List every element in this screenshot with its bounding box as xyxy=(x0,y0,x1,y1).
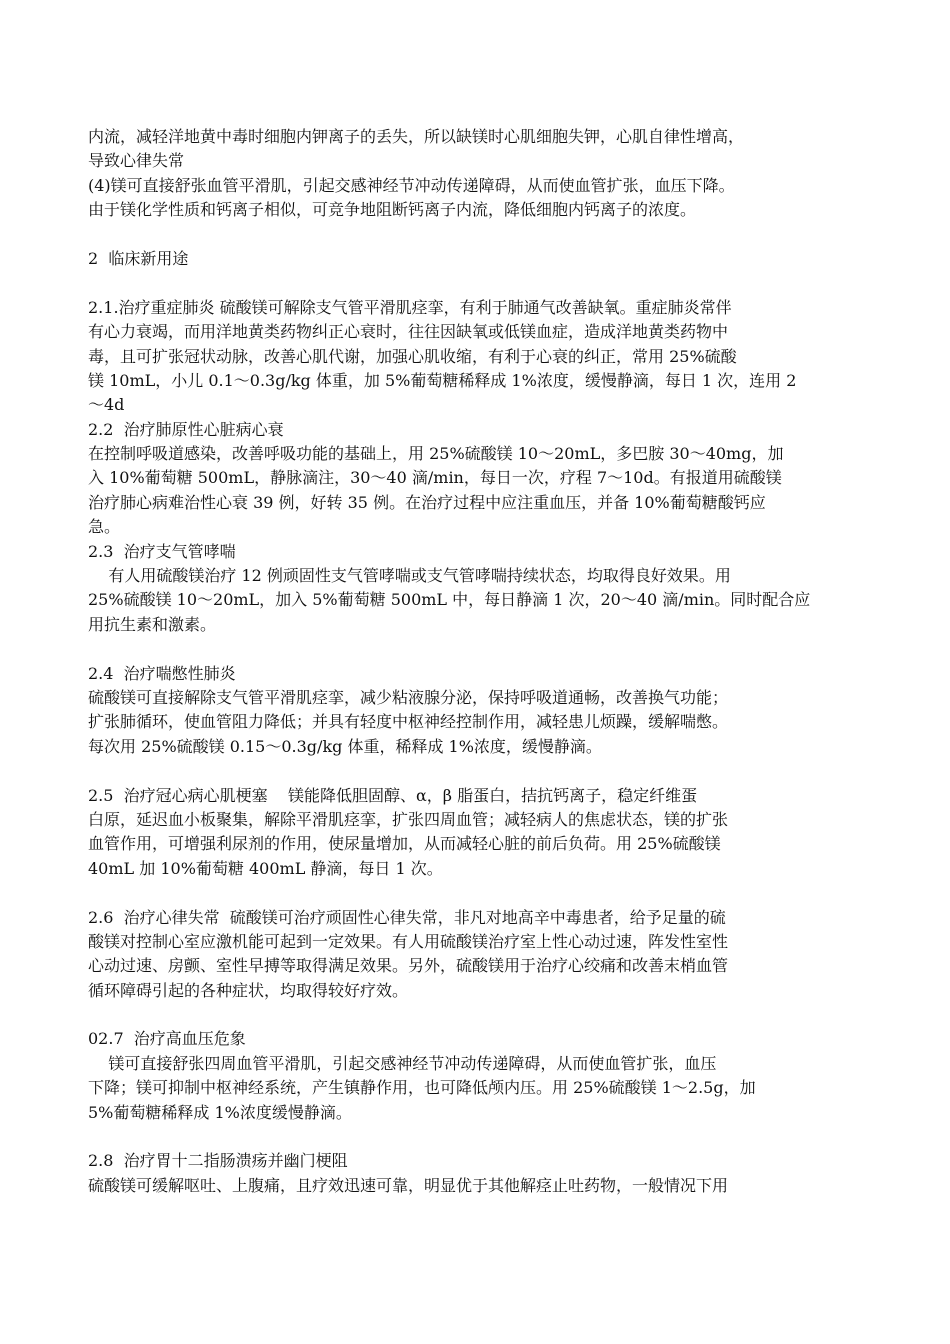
subsection-heading: 2.4 治疗喘憋性肺炎 xyxy=(88,663,236,683)
paragraph-gap xyxy=(88,881,888,905)
text-line: 5%葡萄糖稀释成 1%浓度缓慢静滴。 xyxy=(88,1102,352,1122)
text-line: 用抗生素和激素。 xyxy=(88,614,217,634)
text-line: 急。 xyxy=(88,517,121,537)
text-line: 硫酸镁可缓解呕吐、上腹痛，且疗效迅速可靠，明显优于其他解痉止吐药物，一般情况下用 xyxy=(88,1175,729,1195)
text-line: 导致心律失常 xyxy=(88,151,185,171)
text-line: 由于镁化学性质和钙离子相似，可竞争地阻断钙离子内流，降低细胞内钙离子的浓度。 xyxy=(88,200,697,220)
text-line: 25%硫酸镁 10～20mL，加入 5%葡萄糖 500mL 中，每日静滴 1 次，20～40 滴/min。同时配合应 xyxy=(88,590,811,610)
text-line: 循环障碍引起的各种症状，均取得较好疗效。 xyxy=(88,980,409,1000)
text-line: 下降；镁可抑制中枢神经系统，产生镇静作用，也可降低颅内压。用 25%硫酸镁 1～2.5g，加 xyxy=(88,1078,756,1098)
text-line: 血管作用，可增强利尿剂的作用，使尿量增加，从而减轻心脏的前后负荷。用 25%硫酸镁 xyxy=(88,834,721,854)
subsection-heading: 02.7 治疗高血压危象 xyxy=(88,1029,246,1049)
text-line: 心动过速、房颤、室性早搏等取得满足效果。另外，硫酸镁用于治疗心绞痛和改善末梢血管 xyxy=(88,956,729,976)
text-line: 扩张肺循环，使血管阻力降低；并具有轻度中枢神经控制作用，减轻患儿烦躁，缓解喘憋。 xyxy=(88,712,729,732)
text-line: 酸镁对控制心室应激机能可起到一定效果。有人用硫酸镁治疗室上性心动过速，阵发性室性 xyxy=(88,931,729,951)
text-line: 在控制呼吸道感染，改善呼吸功能的基础上，用 25%硫酸镁 10～20mL，多巴胺 30～40mg，加 xyxy=(88,444,784,464)
text-line: 2.6 治疗心律失常 硫酸镁可治疗顽固性心律失常，非凡对地高辛中毒患者，给予足量的硫 xyxy=(88,907,726,927)
text-line: 硫酸镁可直接解除支气管平滑肌痉挛，减少粘液腺分泌，保持呼吸道通畅，改善换气功能； xyxy=(88,687,729,707)
section-heading: 2 临床新用途 xyxy=(88,248,189,268)
text-line: (4)镁可直接舒张血管平滑肌，引起交感神经节冲动传递障碍，从而使血管扩张，血压下降。 xyxy=(88,175,735,195)
paragraph-gap xyxy=(88,271,888,295)
text-line: 镁可直接舒张四周血管平滑肌，引起交感神经节冲动传递障碍，从而使血管扩张，血压 xyxy=(88,1053,717,1073)
paragraph-gap xyxy=(88,1125,888,1149)
text-line: 白原，延迟血小板聚集，解除平滑肌痉挛，扩张四周血管；减轻病人的焦虑状态，镁的扩张 xyxy=(88,809,729,829)
paragraph-gap xyxy=(88,223,888,247)
text-line: 治疗肺心病难治性心衰 39 例，好转 35 例。在治疗过程中应注重血压，并备 10%葡萄糖酸钙应 xyxy=(88,492,766,512)
subsection-heading: 2.8 治疗胃十二指肠溃疡并幽门梗阻 xyxy=(88,1151,348,1171)
subsection-heading: 2.2 治疗肺原性心脏病心衰 xyxy=(88,419,284,439)
text-line: 有人用硫酸镁治疗 12 例顽固性支气管哮喘或支气管哮喘持续状态，均取得良好效果。用 xyxy=(88,566,731,586)
text-line: 毒，且可扩张冠状动脉，改善心肌代谢，加强心肌收缩，有利于心衰的纠正，常用 25%硫酸 xyxy=(88,346,737,366)
text-line: 入 10%葡萄糖 500mL，静脉滴注，30～40 滴/min，每日一次，疗程 7～10d。有报道用硫酸镁 xyxy=(88,468,782,488)
text-line: 2.5 治疗冠心病心肌梗塞 镁能降低胆固醇、α，β 脂蛋白，拮抗钙离子，稳定纤维蛋 xyxy=(88,785,698,805)
text-line: 镁 10mL，小儿 0.1～0.3g/kg 体重，加 5%葡萄糖稀释成 1%浓度，缓慢静滴，每日 1 次，连用 2 xyxy=(88,370,797,390)
paragraph-gap xyxy=(88,759,888,783)
text-line: 内流，减轻洋地黄中毒时细胞内钾离子的丢失，所以缺镁时心肌细胞失钾，心肌自律性增高， xyxy=(88,127,745,146)
text-line: 2.1.治疗重症肺炎 硫酸镁可解除支气管平滑肌痉挛，有利于肺通气改善缺氧。重症肺炎常伴 xyxy=(88,297,732,317)
text-line: 有心力衰竭，而用洋地黄类药物纠正心衰时，往往因缺氧或低镁血症，造成洋地黄类药物中 xyxy=(88,322,729,342)
subsection-heading: 2.3 治疗支气管哮喘 xyxy=(88,541,236,561)
paragraph-gap xyxy=(88,1003,888,1027)
document-body xyxy=(88,125,888,1198)
text-line: ～4d xyxy=(88,395,125,415)
text-line: 40mL 加 10%葡萄糖 400mL 静滴，每日 1 次。 xyxy=(88,858,443,878)
paragraph-gap xyxy=(88,637,888,661)
text-line: 每次用 25%硫酸镁 0.15～0.3g/kg 体重，稀释成 1%浓度，缓慢静滴。 xyxy=(88,736,602,756)
